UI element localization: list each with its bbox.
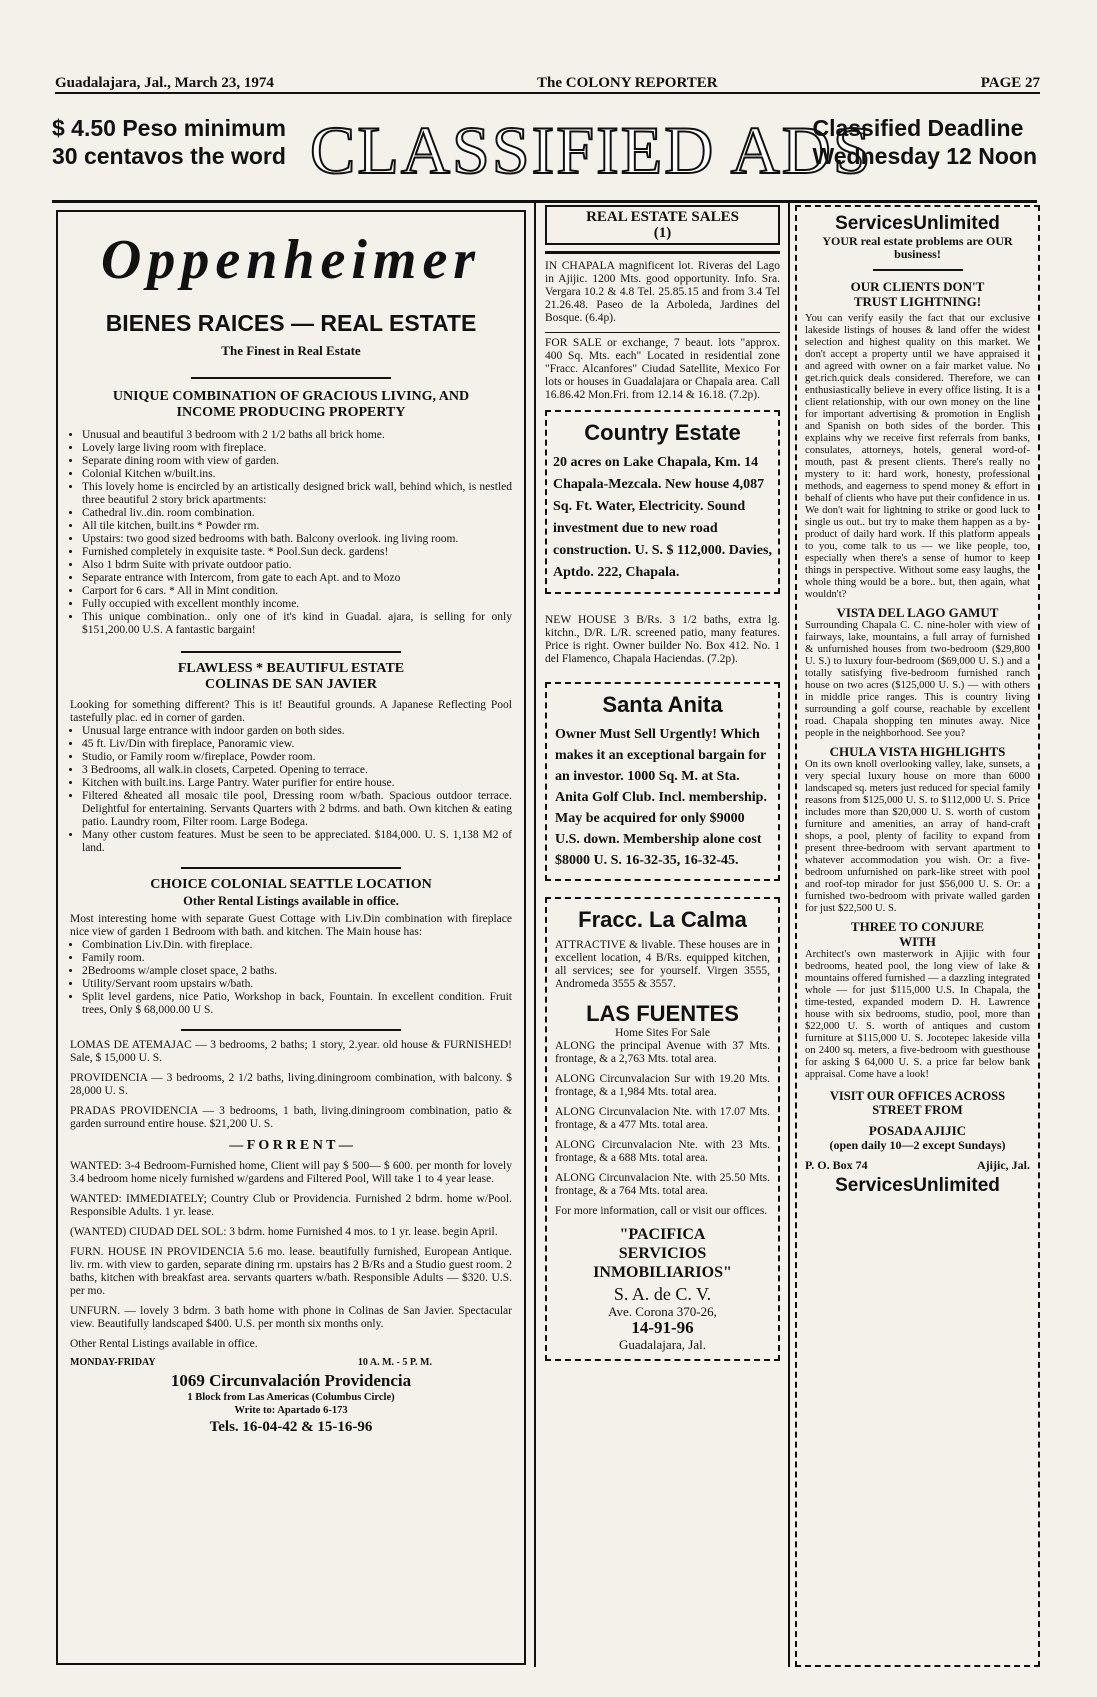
section-heading: CHOICE COLONIAL SEATTLE LOCATION xyxy=(150,877,432,892)
list-item: • 3 Bedrooms, all walk.in closets, Carpeted. Opening to terrace. xyxy=(82,764,512,777)
posada-name: POSADA AJIJIC xyxy=(868,1123,967,1138)
paragraph: Looking for something different? This is it! Beautiful grounds. A Japanese Reflecting Pool tastefully plac. ed in corner of garden. xyxy=(70,699,512,724)
ad-title: Santa Anita xyxy=(602,692,723,717)
masthead-page: PAGE 27 xyxy=(980,75,1040,91)
list-item: • Split level gardens, nice Patio, Workshop in back, Fountain. In excellent condition. Fruit trees, Only $ 68,000.00 U S. xyxy=(82,991,512,1017)
column-rule xyxy=(788,200,790,1667)
phone-numbers: Tels. 16-04-42 & 15-16-96 xyxy=(209,1419,373,1435)
pacifica-address: Ave. Corona 370-26, xyxy=(608,1304,717,1319)
masthead-paper: The COLONY REPORTER xyxy=(536,75,718,91)
list-item: • Unusual large entrance with indoor garden on both sides. xyxy=(82,725,512,738)
pacifica-company: S. A. de C. V. xyxy=(613,1284,712,1304)
rental-listing: UNFURN. — lovely 3 bdrm. 3 bath home with phone in Colinas de San Javier. Spectacular view. Beautifully landscaped $400. U.S. per month six months only. xyxy=(70,1305,512,1330)
office-hours: MONDAY-FRIDAY 10 A. M. - 5 P. M. xyxy=(70,1357,432,1368)
list-item: • Also 1 bdrm Suite with private outdoor patio. xyxy=(82,559,512,572)
brand-name-footer: ServicesUnlimited xyxy=(835,1175,1000,1196)
lot-listing: ALONG Circunvalacion Sur with 19.20 Mts. frontage, & a 1,984 Mts. total area. xyxy=(555,1073,770,1098)
paragraph: Surrounding Chapala C. C. nine-holer with view of fairways, lake, mountains, a full array of furnished & unfurnished houses from two-bedroom ($29,800 U. S.) to luxury four-bedroom ($69,000 U. S.) and a totally satisfying five-bedroom furnished ranch house on two acres ($125,000 U. S.) — with others in middle price ranges. This is country living surrounding a golf course, reachable by excellent road. Chapala shopping ten minutes away. Nice people in the neighborhood. See you? xyxy=(805,620,1030,739)
list-item: • Combination Liv.Din. with fireplace. xyxy=(82,939,512,952)
ad-title: Fracc. La Calma xyxy=(578,907,747,932)
list-item: • Studio, or Family room w/fireplace, Powder room. xyxy=(82,751,512,764)
masthead-date: Guadalajara, Jal., March 23, 1974 xyxy=(55,75,274,91)
rental-listing: (WANTED) CIUDAD DEL SOL: 3 bdrm. home Furnished 4 mos. to 1 yr. lease. begin April. xyxy=(70,1226,498,1238)
list-item: • This unique combination.. only one of it's kind in Guadal. ajara, is selling for only $151,200.00 U.S. A fantastic bargain! xyxy=(82,611,512,637)
ad-text: ATTRACTIVE & livable. These houses are in excellent location, 4 B/Rs. equipped kitchen, all services; see for yourself. Virgen 3555, Andromeda 3555 & 3557. xyxy=(555,939,770,990)
paragraph: Most interesting home with separate Guest Cottage with Liv.Din combination with fireplace nice view of garden 1 Bedroom with bath. and kitchen. The Main house has: xyxy=(70,913,512,938)
price-note: $ 4.50 Peso minimum 30 centavos the word xyxy=(52,115,286,169)
feature-list xyxy=(70,939,512,1017)
list-item: • 45 ft. Liv/Din with fireplace, Panoramic view. xyxy=(82,738,512,751)
rental-listing: WANTED: IMMEDIATELY; Country Club or Providencia. Furnished 2 bdrm. home w/Pool. Responsible Adults. 1 yr. lease. xyxy=(70,1193,512,1218)
las-fuentes-sub: Home Sites For Sale xyxy=(615,1027,710,1039)
list-item: • Filtered &heated all mosaic tile pool, Dressing room w/bath. Spacious outdoor terrace. Delightful for entertaining. Servants Quarters with 2 bdrms. and bath. Own kitchen & eating patio. Laundry room, Filter room. Large Bodega. xyxy=(82,790,512,829)
divider xyxy=(181,651,401,653)
paragraph: Architect's own masterwork in Ajijic with four bedrooms, heated pool, the long view of lake & mountains offered furnished — a dazzling integrated whole — for just $115,000 U.S. In Chapala, the time-tested, expanded modern D. H. Lawrence house with six bedrooms, studio, pool, more than $22,000 U. S. worth of antiques and custom furniture at $115,000 U. S. Jocotepec lakeside villa on 2400 sq. meters, a five-bedroom with guesthouse for asking $ 64,000 U. S. a price far below bank appraisal. Come have a look! xyxy=(805,949,1030,1080)
oppenheimer-logo: Oppenheimer xyxy=(100,229,482,291)
services-unlimited-ad xyxy=(795,205,1040,1667)
list-item: • Kitchen with built.ins. Large Pantry. Water purifier for entire house. xyxy=(82,777,512,790)
divider xyxy=(181,1029,401,1031)
las-fuentes-title: LAS FUENTES xyxy=(586,1001,739,1026)
column-rule xyxy=(534,200,536,1667)
ad-title: Country Estate xyxy=(584,420,741,445)
middle-column xyxy=(545,205,780,1667)
oppenheimer-subtitle: BIENES RAICES — REAL ESTATE xyxy=(105,310,477,336)
listing: PROVIDENCIA — 3 bedrooms, 2 1/2 baths, living.diningroom combination, with balcony. $ 28,000 U. S. xyxy=(70,1072,512,1097)
sales-listings xyxy=(545,251,780,402)
lot-listing: ALONG Circunvalacion Nte. with 25.50 Mts. frontage, & a 764 Mts. total area. xyxy=(555,1172,770,1197)
country-estate-ad xyxy=(545,410,780,594)
real-estate-sales-header: REAL ESTATE SALES (1) xyxy=(545,205,780,245)
section-heading: UNIQUE COMBINATION OF GRACIOUS LIVING, AND INCOME PRODUCING PROPERTY xyxy=(112,389,470,420)
office-landmark: 1 Block from Las Americas (Columbus Circle) xyxy=(187,1392,395,1403)
section-heading: FLAWLESS * BEAUTIFUL ESTATE COLINAS DE SAN JAVIER xyxy=(177,661,405,692)
divider xyxy=(191,377,391,379)
section-heading: THREE TO CONJURE WITH xyxy=(850,919,985,949)
paragraph: You can verify easily the fact that our exclusive lakeside listings of houses & land offer the widest selection and highest quality on this market. We don't accept a property until we have appraised it and agreed with owner on a fair market value. No get.rich.quick deals considered. Therefore, we can enthusiastically believe in every office listing. It is a client relationship, with our own money on the line for important advertising & promotion in English and Spanish on both sides of the border. This explains why we receive first referrals from banks, consulates, attorneys, hotels, general word-of-mouth, past & present clients. There's really no mystery to it: hard work, honesty, professional methods, and eagerness to spend money & effort in behalf of clients who have put their confidence in us. We don't wait for lightning to strike or good luck to single us out.. but try to make them happen as a by-product of daily hard work. If this platform appeals to you, come talk to us — we like people, too, especially when there's a sense of humor to keep things in perspective. Without some easy laughs, the whole thing would be a bore.. but, then again, what wouldn't? xyxy=(805,313,1030,600)
posada-hours: (open daily 10—2 except Sundays) xyxy=(829,1138,1006,1152)
deadline-note: Classified Deadline Wednesday 12 Noon xyxy=(812,115,1037,169)
list-item: • Utility/Servant room upstairs w/bath. xyxy=(82,978,512,991)
list-item: • Unusual and beautiful 3 bedroom with 2 1/2 baths all brick home. xyxy=(82,429,512,442)
pacifica-block: "PACIFICA SERVICIOS INMOBILIARIOS" xyxy=(593,1226,732,1281)
pacifica-city: Guadalajara, Jal. xyxy=(619,1337,706,1352)
section-heading: VISTA DEL LAGO GAMUT xyxy=(836,605,999,620)
ad-text: 20 acres on Lake Chapala, Km. 14 Chapala-Mezcala. New house 4,087 Sq. Ft. Water, Electricity. Sound investment due to new road construction. U. S. $ 112,000. Davies, Aptdo. 222, Chapala. xyxy=(553,455,772,580)
feature-list xyxy=(70,725,512,855)
list-item: • This lovely home is encircled by an artistically designed brick wall, behind which, is nestled three beautiful 2 story brick apartments: xyxy=(82,481,512,507)
list-item: • Upstairs: two good sized bedrooms with bath. Balcony overlook. ing living room. xyxy=(82,533,512,546)
pacifica-phone: 14-91-96 xyxy=(631,1318,694,1337)
list-item: • Family room. xyxy=(82,952,512,965)
list-item: • 2Bedrooms w/ample closet space, 2 baths. xyxy=(82,965,512,978)
list-item: • Many other custom features. Must be seen to be appreciated. $184,000. U. S. 1,138 M2 of land. xyxy=(82,829,512,855)
list-item: • Separate dining room with view of garden. xyxy=(82,455,512,468)
mailing-address: Write to: Apartado 6-173 xyxy=(234,1405,348,1416)
classified-ads-title: CLASSIFIED ADS xyxy=(310,112,873,188)
ad-text: Owner Must Sell Urgently! Which makes it an exceptional bargain for an investor. 1000 Sq. M. at Sta. Anita Golf Club. Incl. membership. May be acquired for only $9000 U.S. down. Membership alone cost $8000 U. S. 16-32-35, 16-32-45. xyxy=(555,727,767,868)
rental-listing: WANTED: 3-4 Bedroom-Furnished home, Client will pay $ 500— $ 600. per month for lovely 3.4 bedroom home nicely furnished w/gardens and Filtered Pool, Will take 1 to 4 year lease. xyxy=(70,1160,512,1185)
lot-listing: ALONG Circunvalacion Nte. with 17.07 Mts. frontage, & a 477 Mts. total area. xyxy=(555,1106,770,1131)
list-item: • Lovely large living room with fireplace. xyxy=(82,442,512,455)
list-item: • Fully occupied with excellent monthly income. xyxy=(82,598,512,611)
list-item: • Furnished completely in exquisite taste. * Pool.Sun deck. gardens! xyxy=(82,546,512,559)
listing: LOMAS DE ATEMAJAC — 3 bedrooms, 2 baths; 1 story, 2.year. old house & FURNISHED! Sale, $ 15,000 U. S. xyxy=(70,1039,512,1064)
list-item: • All tile kitchen, built.ins * Powder rm. xyxy=(82,520,512,533)
list-item: • Cathedral liv..din. room combination. xyxy=(82,507,512,520)
brand-tagline: YOUR real estate problems are OUR business! xyxy=(822,234,1013,261)
classified-banner xyxy=(52,110,1037,203)
rental-listing: FURN. HOUSE IN PROVIDENCIA 5.6 mo. lease. beautifully furnished, European Antique. liv. rm. with view to garden, separate dining rm. upstairs has 2 B/Rs and a Studio guest room. 2 baths, kitchen with breakfast area. servants quarters w/bath. Responsible Adults — $320. U.S. per mo. xyxy=(70,1246,512,1297)
section-subheading: Other Rental Listings available in office. xyxy=(183,894,399,908)
oppenheimer-tagline: The Finest in Real Estate xyxy=(221,343,361,358)
santa-anita-ad xyxy=(545,682,780,881)
office-address: 1069 Circunvalación Providencia xyxy=(170,1371,412,1390)
oppenheimer-ad xyxy=(56,210,526,1665)
listing: FOR SALE or exchange, 7 beaut. lots "approx. 400 Sq. Mts. each" Located in residential zone "Fracc. Alcanfores" Ciudad Satellite, Mexico For lots or houses in Guadalajara or Chapala area. Call 16.86.42 Mon.Fri. from 12.14 & 16.18. (7.2p). xyxy=(545,337,780,401)
for-rent-heading: — F O R R E N T — xyxy=(229,1138,353,1153)
listing: NEW HOUSE 3 B/Rs. 3 1/2 baths, extra lg. kitchn., D/R. L/R. screened patio, many features. Price is right. Owner builder No. Box 412. No. 1 del Flamenco, Chapala Haciendas. (7.2p). xyxy=(545,614,780,665)
list-item: • Carport for 6 cars. * All in Mint condition. xyxy=(82,585,512,598)
listing: PRADAS PROVIDENCIA — 3 bedrooms, 1 bath, living.diningroom combination, patio & garden surround entire house. $21,200 U. S. xyxy=(70,1105,512,1130)
listing: IN CHAPALA magnificent lot. Riveras del Lago in Ajijic. 1200 Mts. good opportunity. Info. Sra. Vergara 10.2 & 4.8 Tel. 25.85.15 and from 3.4 Tel 21.26.48. Paseo de la Arboleda, Jardines del Bosque. (6.4p). xyxy=(545,260,780,324)
running-header xyxy=(55,70,1040,94)
visit-note: VISIT OUR OFFICES ACROSS STREET FROM xyxy=(829,1089,1006,1117)
section-heading: OUR CLIENTS DON'T TRUST LIGHTNING! xyxy=(850,279,985,309)
la-calma-ad xyxy=(545,897,780,1361)
feature-list xyxy=(70,429,512,637)
lot-listing: ALONG Circunvalacion Nte. with 23 Mts. frontage, & a 688 Mts. total area. xyxy=(555,1139,770,1164)
section-heading: CHULA VISTA HIGHLIGHTS xyxy=(829,744,1006,759)
other-rentals-note: Other Rental Listings available in office. xyxy=(70,1338,258,1350)
paragraph: On its own knoll overlooking valley, lake, sunsets, a very special luxury house on more than 6000 landscaped sq. meters just reduced for special family reasons from $125,000 U. S. to $112,000 U. S. Price includes more than $20,000 U. S. worth of custom furniture and amenities, an array of hand-craft shops, a pool, plenty of facility to expand from present three-bedroom with servant apartment to whatever accommodation you wish. Or: a five-bedroom unfurnished on park-like street with pool and roof-top mirador for just $56,000 U. S. Or: a furnished two-bedroom with private walled garden for just $22,500 U. S. xyxy=(805,759,1030,914)
mailing-info: P. O. Box 74 Ajijic, Jal. xyxy=(805,1158,1030,1172)
divider xyxy=(181,867,401,869)
contact-note: For more information, call or visit our offices. xyxy=(555,1205,768,1217)
list-item: • Separate entrance with Intercom, from gate to each Apt. and to Mozo xyxy=(82,572,512,585)
brand-name: ServicesUnlimited xyxy=(835,213,1000,234)
lot-listing: ALONG the principal Avenue with 37 Mts. frontage, & a 2,763 Mts. total area. xyxy=(555,1040,770,1065)
list-item: • Colonial Kitchen w/built.ins. xyxy=(82,468,512,481)
